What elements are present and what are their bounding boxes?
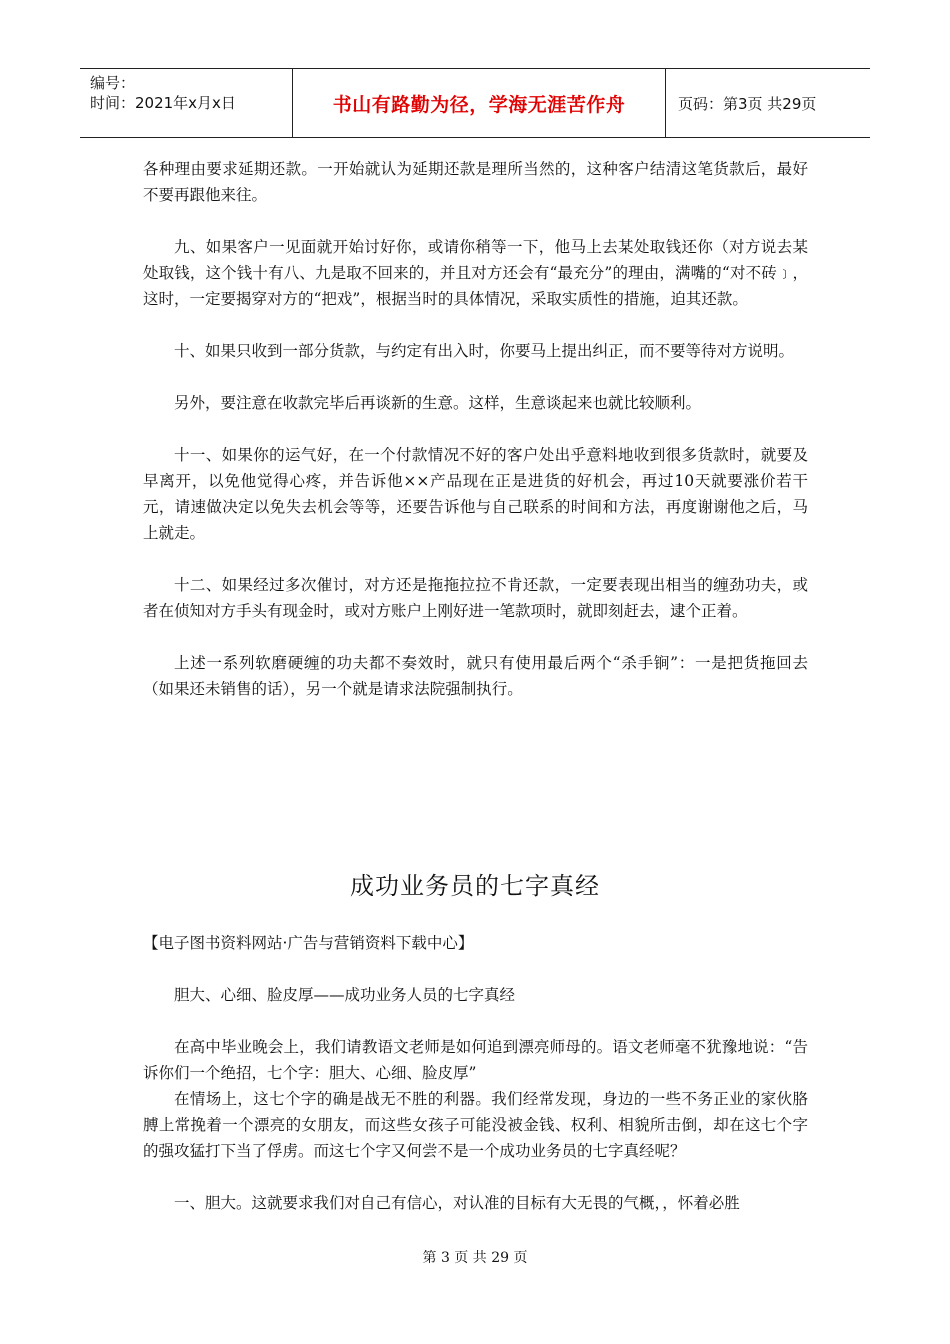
- paragraph: 十、如果只收到一部分货款，与约定有出入时，你要马上提出纠正，而不要等待对方说明。: [174, 342, 795, 360]
- body-text-top: [143, 156, 808, 728]
- paragraph: 在高中毕业晚会上，我们请教语文老师是如何追到漂亮师母的。语文老师毫不犹豫地说：“告诉你们一个绝招，七个字：胆大、心细、脸皮厚”: [143, 1038, 808, 1082]
- body-text-bottom: [143, 930, 808, 1242]
- header-table: [80, 68, 870, 138]
- paragraph: 十二、如果经过多次催讨，对方还是拖拖拉拉不肯还款，一定要表现出相当的缠劲功夫，或者在侦知对方手头有现金时，或对方账户上刚好进一笔款项时，就即刻赶去，逮个正着。: [143, 576, 808, 620]
- paragraph: 胆大、心细、脸皮厚——成功业务人员的七字真经: [174, 986, 516, 1004]
- paragraph: 上述一系列软磨硬缠的功夫都不奏效时，就只有使用最后两个“杀手锏”：一是把货拖回去（如果还未销售的话），另一个就是请求法院强制执行。: [143, 654, 808, 698]
- section-title: 成功业务员的七字真经: [350, 872, 600, 900]
- header-motto: 书山有路勤为径，学海无涯苦作舟: [293, 69, 666, 137]
- source-line: 【电子图书资料网站·广告与营销资料下载中心】: [143, 934, 474, 952]
- paragraph: 另外，要注意在收款完毕后再谈新的生意。这样，生意谈起来也就比较顺利。: [174, 394, 702, 412]
- header-meta: [80, 69, 293, 137]
- time-label: 时间：2021年x月x日: [90, 94, 236, 112]
- paragraph: 十一、如果你的运气好，在一个付款情况不好的客户处出乎意料地收到很多货款时，就要及早离开，以免他觉得心疼，并告诉他××产品现在正是进货的好机会，再过10天就要涨价若干元，请速做决定以免失去机会等等，还要告诉他与自己联系的时间和方法，再度谢谢他之后，马上就走。: [143, 446, 808, 542]
- number-label: 编号：: [90, 74, 136, 92]
- paragraph: 在情场上，这七个字的确是战无不胜的利器。我们经常发现，身边的一些不务正业的家伙胳膊上常挽着一个漂亮的女朋友，而这些女孩子可能没被金钱、权利、相貌所击倒，却在这七个字的强攻猛打下当了俘虏。而这七个字又何尝不是一个成功业务员的七字真经呢？: [143, 1090, 808, 1160]
- paragraph: 各种理由要求延期还款。一开始就认为延期还款是理所当然的，这种客户结清这笔货款后，最好不要再跟他来往。: [143, 160, 808, 204]
- paragraph: 九、如果客户一见面就开始讨好你，或请你稍等一下，他马上去某处取钱还你（对方说去某处取钱，这个钱十有八、九是取不回来的，并且对方还会有“最充分”的理由，满嘴的“对不砖﹞，这时，一定要揭穿对方的“把戏”，根据当时的具体情况，采取实质性的措施，迫其还款。: [143, 238, 808, 308]
- header-page-info: 页码：第3页 共29页: [678, 94, 817, 113]
- page-footer: 第 3 页 共 29 页: [422, 1250, 528, 1266]
- paragraph: 一、胆大。这就要求我们对自己有信心，对认准的目标有大无畏的气概，，怀着必胜: [174, 1194, 740, 1212]
